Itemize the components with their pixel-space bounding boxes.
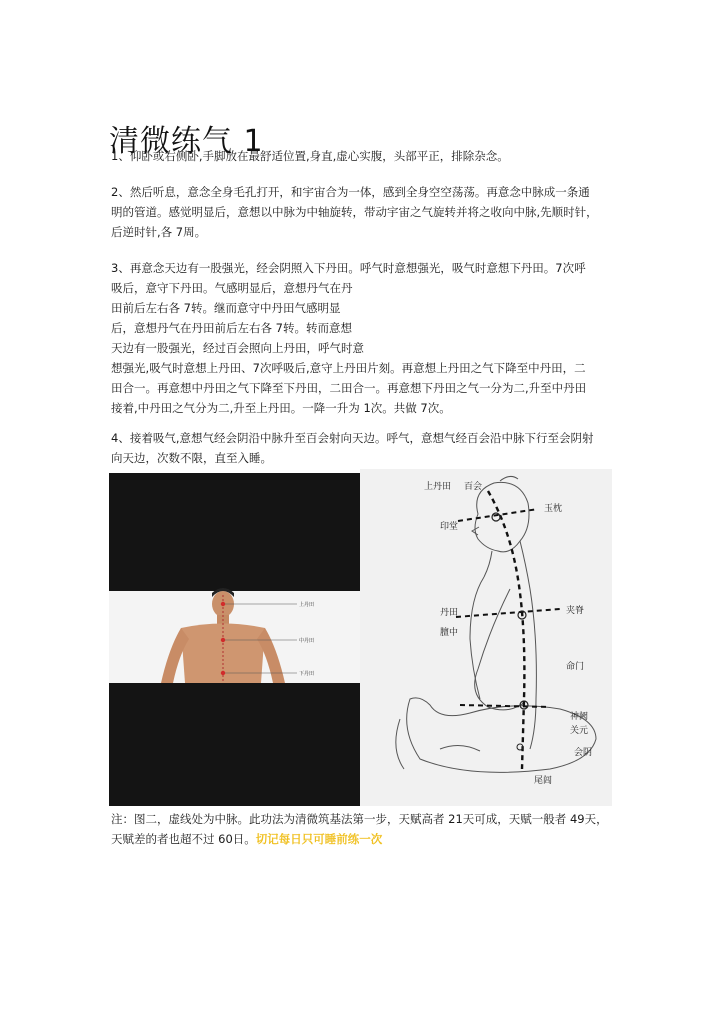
knee-outline bbox=[396, 719, 404, 769]
paragraph-line: 向天边，次数不限，直至入睡。 bbox=[111, 451, 272, 465]
paragraph-line: 天边有一股强光，经过百会照向上丹田，呼气时意 bbox=[111, 341, 364, 355]
upper-dantian-label: 上丹田 bbox=[299, 602, 315, 608]
label-weilu: 尾闾 bbox=[534, 776, 553, 786]
paragraph-line: 田前后左右各 7转。继而意守中丹田气感明显 bbox=[111, 301, 341, 315]
page-title: 清微练气 1 bbox=[109, 124, 264, 160]
paragraph-line: 想强光,吸气时意想上丹田、7次呼吸后,意守上丹田片刻。再意想上丹田之气下降至中丹田，二 bbox=[111, 361, 586, 375]
foot-outline bbox=[440, 745, 480, 751]
label-tanzhong: 膻中 bbox=[440, 628, 459, 638]
label-mingmen: 命门 bbox=[566, 662, 585, 672]
label-dantian: 丹田 bbox=[440, 608, 459, 618]
paragraph-line: 后逆时针,各 7周。 bbox=[111, 225, 207, 239]
note-line: 注：图二，虚线处为中脉。此功法为清微筑基法第一步，天赋高者 21天可成，天赋一般者 49天， bbox=[111, 812, 608, 826]
paragraph-line: 1、仰卧或右侧卧,手脚放在最舒适位置,身直,虚心实腹，头部平正，排除杂念。 bbox=[111, 149, 509, 163]
label-shenque: 神阙 bbox=[570, 712, 589, 722]
label-yintang: 印堂 bbox=[440, 522, 459, 532]
arm-outline bbox=[475, 589, 526, 710]
paragraph-line: 田合一。再意想中丹田之气下降至下丹田，二田合一。再意想下丹田之气一分为二,升至中丹田 bbox=[111, 381, 587, 395]
middle-dantian-point bbox=[221, 638, 225, 642]
paragraph-line: 后，意想丹气在丹田前后左右各 7转。转而意想 bbox=[111, 321, 352, 335]
central-channel-line bbox=[488, 491, 524, 769]
paragraph-3 bbox=[111, 258, 617, 418]
paragraph-line: 3、再意念天边有一股强光，经会阴照入下丹田。呼气时意想强光，吸气时意想下丹田。7次呼 bbox=[111, 261, 586, 275]
label-yuzhen: 玉枕 bbox=[544, 504, 563, 514]
chest-outline bbox=[470, 577, 484, 699]
lower-dantian-point bbox=[221, 671, 225, 675]
upper-point bbox=[492, 513, 500, 521]
hair-bun bbox=[500, 476, 518, 481]
note-highlight: 切记每日只可睡前练一次 bbox=[255, 832, 383, 846]
label-baihui: 百会 bbox=[464, 482, 483, 492]
dantian-body-figure bbox=[109, 473, 360, 806]
paragraph-line: 2、然后听息，意念全身毛孔打开，和宇宙合为一体，感到全身空空荡荡。再意念中脉成一条通 bbox=[111, 185, 590, 199]
sketch-illustration bbox=[360, 469, 612, 806]
label-guanyuan: 关元 bbox=[570, 726, 589, 736]
abdomen-cross-line bbox=[460, 705, 550, 707]
label-huiyin: 会阴 bbox=[574, 748, 593, 758]
paragraph-line: 接着,中丹田之气分为二,升至上丹田。一降一升为 1次。共做 7次。 bbox=[111, 401, 451, 415]
paragraph-line: 明的管道。感觉明显后，意想以中脉为中轴旋转，带动宇宙之气旋转并将之收向中脉,先顺时针， bbox=[111, 205, 598, 219]
paragraph-2 bbox=[111, 182, 617, 242]
paragraph-line: 4、接着吸气,意想气经会阴沿中脉升至百会射向天边。呼气，意想气经百会沿中脉下行至会阴射 bbox=[111, 431, 594, 445]
neck-front bbox=[484, 551, 492, 577]
paragraph-line: 吸后，意守下丹田。气感明显后，意想丹气在丹 bbox=[111, 281, 353, 295]
back-outline bbox=[520, 541, 536, 749]
note-line-2 bbox=[111, 829, 617, 849]
lower-dantian-label: 下丹田 bbox=[299, 671, 315, 677]
legs-outline bbox=[407, 698, 596, 772]
middle-dantian-label: 中丹田 bbox=[299, 638, 315, 644]
seated-sketch-figure bbox=[360, 469, 612, 806]
figure-note bbox=[111, 809, 617, 849]
label-jiaji: 夹脊 bbox=[566, 606, 585, 616]
upper-dantian-point bbox=[221, 602, 225, 606]
paragraph-4 bbox=[111, 428, 617, 468]
label-shangdantian: 上丹田 bbox=[424, 482, 452, 492]
note-line-text: 天赋差的者也超不过 60日。 bbox=[111, 832, 256, 846]
body-illustration bbox=[109, 473, 360, 806]
paragraph-1 bbox=[111, 146, 617, 166]
